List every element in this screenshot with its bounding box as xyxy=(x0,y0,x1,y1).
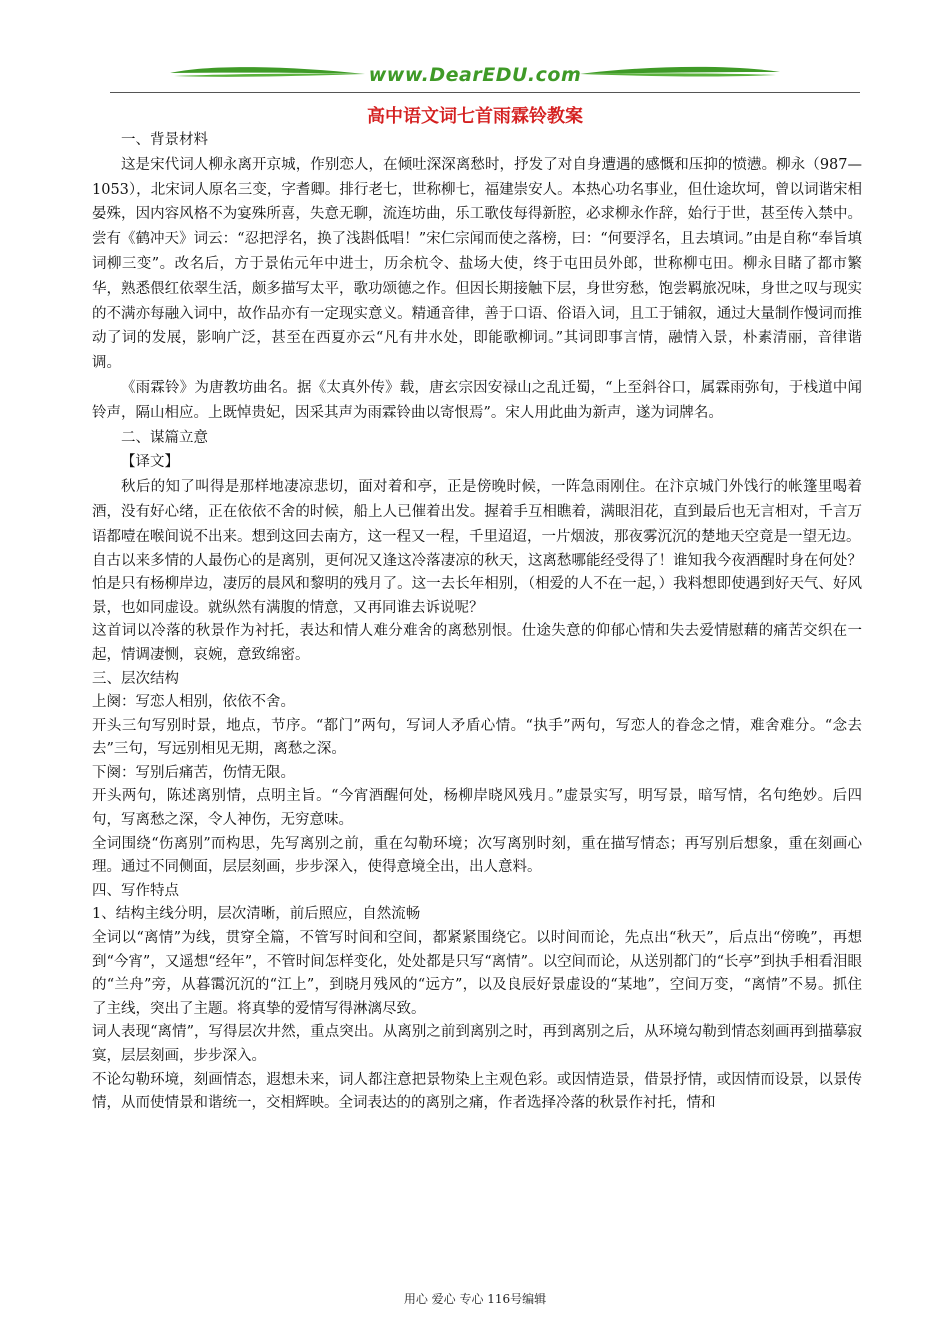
lower-stanza-detail: 开头两句，陈述离别情，点明主旨。“今宵酒醒何处，杨柳岸晓风残月。”虚景实写，明写景，暗写情，名句绝妙。后四句，写离愁之深，令人神伤，无穷意味。 xyxy=(92,788,862,829)
section-heading-features: 四、写作特点 xyxy=(92,882,179,899)
translation-paragraph-2: 自古以来多情的人最伤心的是离别，更何况又逢这冷落凄凉的秋天，这离愁哪能经受得了！谁知我今夜酒醒时身在何处？怕是只有杨柳岸边，凄厉的晨风和黎明的残月了。这一去长年相别，（相爱的人不在一起，）我料想即使遇到好天气、好风景，也如同虚设。就纵然有满腹的情意，又再同谁去诉说呢？ xyxy=(92,552,862,616)
translation-paragraph-1: 秋后的知了叫得是那样地凄凉悲切，面对着和亭，正是傍晚时候，一阵急雨刚住。在汴京城门外饯行的帐篷里喝着酒，没有好心绪，正在依依不舍的时候，船上人已催着出发。握着手互相瞧着，满眼泪花，直到最后也无言相对，千言万语都噎在喉间说不出来。想到这回去南方，这一程又一程，千里迢迢，一片烟波，那夜雾沉沉的楚地天空竟是一望无边。 xyxy=(92,479,862,545)
site-logo-text[interactable]: www.DearEDU.com xyxy=(368,64,582,86)
feature-paragraph-1: 全词以“离情”为线，贯穿全篇，不管写时间和空间，都紧紧围绕它。以时间而论，先点出“秋天”，后点出“傍晚”，再想到“今宵”，又遥想“经年”，不管时间怎样变化，处处都是只写“离情”。以空间而论，从送别都门的“长亭”到执手相看泪眼的“兰舟”旁，从暮霭沉沉的“江上”，到晓月残风的“远方”，以及良辰好景虚设的“某地”，空间万变，“离情”不易。抓住了主线，突出了主题。将真挚的爱情写得淋漓尽致。 xyxy=(92,930,862,1017)
upper-stanza-detail: 开头三句写别时景，地点，节序。“都门”两句，写词人矛盾心情。“执手”两句，写恋人的眷念之情，难舍难分。“念去去”三句，写远别相见无期，离愁之深。 xyxy=(92,717,862,758)
page-title: 高中语文词七首雨霖铃教案 xyxy=(367,106,583,127)
feature-paragraph-2: 词人表现“离情”，写得层次井然，重点突出。从离别之前到离别之时，再到离别之后，从环境勾勒到情态刻画再到描摹寂寞，层层刻画，步步深入。 xyxy=(92,1024,862,1065)
page-footer: 用心 爱心 专心 116号编辑 xyxy=(403,1292,547,1306)
theme-paragraph: 这首词以冷落的秋景作为衬托，表达和情人难分难舍的离愁别恨。仕途失意的仰郁心情和失去爱情慰藉的痛苦交织在一起，情调凄恻，哀婉，意致绵密。 xyxy=(92,623,862,663)
section-heading-structure-idea: 二、谋篇立意 xyxy=(121,429,208,446)
document-body xyxy=(92,128,862,1116)
section-heading-layers: 三、层次结构 xyxy=(92,670,179,687)
lower-stanza-summary: 下阕：写别后痛苦，伤情无限。 xyxy=(92,764,295,781)
feature-subheading-1: 1、结构主线分明，层次清晰，前后照应，自然流畅 xyxy=(92,906,421,923)
section-heading-background: 一、背景材料 xyxy=(121,132,208,148)
site-header-banner xyxy=(170,60,780,94)
overall-structure-paragraph: 全词围绕“伤离别”而构思，先写离别之前，重在勾勒环境；次写离别时刻，重在描写情态；再写别后想象，重在刻画心理。通过不同侧面，层层刻画，步步深入，使得意境全出，出人意料。 xyxy=(92,835,862,876)
background-paragraph-1: 这是宋代词人柳永离开京城，作别恋人，在倾吐深深离愁时，抒发了对自身遭遇的感慨和压抑的愤懑。柳永（987—1053），北宋词人原名三变，字耆卿。排行老七，世称柳七，福建崇安人。本热心功名事业，但仕途坎坷，曾以词谐宋相晏殊，因内容风格不为宴殊所喜，失意无聊，流连坊曲，乐工歌伎每得新腔，必求柳永作辞，始行于世，甚至传入禁中。尝有《鹤冲天》词云：“忍把浮名，换了浅斟低唱！”宋仁宗闻而使之落榜，曰：“何要浮名，且去填词。”由是自称“奉旨填词柳三变”。改名后，方于景佑元年中进士，历余杭令、盐场大使，终于屯田员外郎，世称柳屯田。柳永目睹了都市繁华，熟悉偎红依翠生活，颇多描写太平，歌功颂德之作。但因长期接触下层，身世穷愁，饱尝羁旅况味，身世之叹与现实的不满亦每融入词中，故作品亦有一定现实意义。精通音律，善于口语、俗语入词，且工于铺叙，通过大量制作慢词而推动了词的发展，影响广泛，甚至在西夏亦云“凡有井水处，即能歌柳词。”其词即事言情，融情入景，朴素清丽，音律谐调。 xyxy=(92,156,862,372)
header-divider xyxy=(110,92,860,93)
background-paragraph-2: 《雨霖铃》为唐教坊曲名。据《太真外传》载，唐玄宗因安禄山之乱迁蜀，“上至斜谷口，属霖雨弥旬，于栈道中闻铃声，隔山相应。上既悼贵妃，因采其声为雨霖铃曲以寄恨焉”。宋人用此曲为新声，遂为词牌名。 xyxy=(92,379,862,421)
translation-label: 【译文】 xyxy=(121,454,179,471)
upper-stanza-summary: 上阕：写恋人相别，依依不舍。 xyxy=(92,694,295,711)
feature-paragraph-3: 不论勾勒环境，刻画情态，遐想未来，词人都注意把景物染上主观色彩。或因情造景，借景抒情，或因情而设景，以景传情，从而使情景和谐统一，交相辉映。全词表达的的离别之痛，作者选择冷落的秋景作衬托，情和 xyxy=(92,1071,862,1112)
